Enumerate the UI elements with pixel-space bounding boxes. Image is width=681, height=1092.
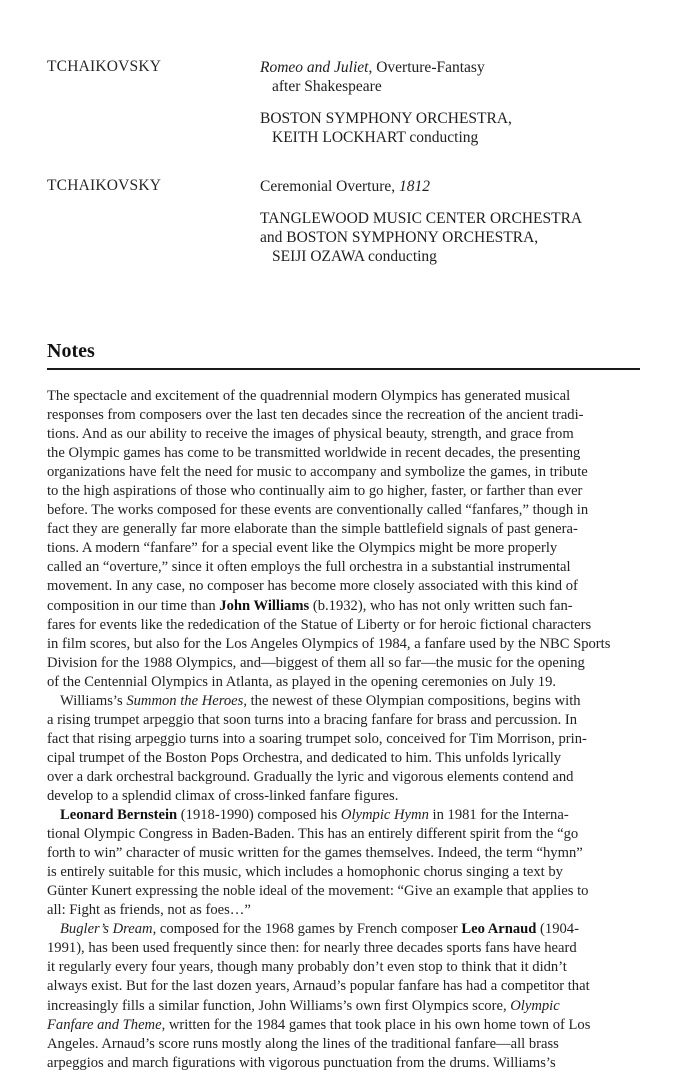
notes-line: of the Centennial Olympics in Atlanta, as played in the opening ceremonies on July 19. bbox=[47, 673, 557, 690]
work-title-plain: Ceremonial Overture, bbox=[260, 178, 400, 195]
notes-line bbox=[47, 920, 642, 939]
notes-line: fares for events like the rededication of the Statue of Liberty or for heroic fictional characters bbox=[47, 616, 592, 633]
notes-line: a rising trumpet arpeggio that soon turns into a bracing fanfare for brass and percussion. In bbox=[47, 711, 578, 728]
composer-name-leo-arnaud: Leo Arnaud bbox=[461, 921, 537, 938]
notes-line: arpeggios and march figurations with vigorous punctuation from the drums. Williams’s bbox=[47, 1054, 556, 1071]
work-title-italic: Romeo and Juliet bbox=[260, 59, 369, 76]
text-run: (1904- bbox=[536, 921, 579, 938]
performer-conductor: KEITH LOCKHART conducting bbox=[272, 129, 479, 146]
text-run: Williams’s bbox=[60, 692, 127, 709]
composer-name: TCHAIKOVSKY bbox=[47, 177, 162, 194]
text-run: , written for the 1984 games that took place in his own home town of Los bbox=[161, 1016, 591, 1033]
notes-body bbox=[47, 387, 642, 1073]
notes-line: called an “overture,” since it often employs the full orchestra in a substantial instrumental bbox=[47, 559, 571, 576]
work-details bbox=[260, 177, 660, 266]
notes-line bbox=[47, 806, 642, 825]
notes-line: Angeles. Arnaud’s score runs mostly along the lines of the traditional fanfare—all brass bbox=[47, 1035, 559, 1052]
work-details bbox=[260, 58, 660, 147]
text-run: (1918-1990) composed his bbox=[177, 807, 341, 824]
work-title-summon-heroes: Summon the Heroes bbox=[126, 692, 244, 709]
notes-line: Division for the 1988 Olympics, and—biggest of them all so far—the music for the opening bbox=[47, 654, 585, 671]
notes-line: fact they are generally far more elaborate than the simple battlefield signals of past genera- bbox=[47, 521, 578, 538]
composer-name-bernstein: Leonard Bernstein bbox=[60, 807, 178, 824]
work-title-rest: , Overture-Fantasy bbox=[368, 59, 485, 76]
notes-line: forth to win” character of music written for the games themselves. Indeed, the term “hymn” bbox=[47, 845, 583, 862]
work-title bbox=[260, 58, 660, 77]
heading-rule-divider bbox=[47, 368, 640, 370]
notes-line: tional Olympic Congress in Baden-Baden. This has an entirely different spirit from the “go bbox=[47, 826, 579, 843]
notes-line bbox=[47, 1016, 642, 1035]
composer-name: TCHAIKOVSKY bbox=[47, 58, 162, 75]
notes-line: Günter Kunert expressing the noble ideal of the movement: “Give an example that applies to bbox=[47, 883, 589, 900]
work-title-italic: 1812 bbox=[399, 178, 431, 195]
work-title bbox=[260, 177, 660, 196]
work-title-olympic-fanfare-part2: Fanfare and Theme bbox=[47, 1016, 162, 1033]
notes-line: it regularly every four years, though many probably don’t even stop to think that it didn’t bbox=[47, 959, 567, 976]
notes-line: organizations have felt the need for music to accompany and symbolize the games, in tribute bbox=[47, 464, 588, 481]
text-run: (b.1932), who has not only written such fan- bbox=[309, 597, 573, 614]
notes-line: to the high aspirations of those who continually aim to go higher, faster, or farther than ever bbox=[47, 483, 583, 500]
performer-orchestra: BOSTON SYMPHONY ORCHESTRA, bbox=[260, 110, 512, 127]
notes-line: 1991), has been used frequently since then: for nearly three decades sports fans have heard bbox=[47, 940, 577, 957]
notes-line bbox=[47, 692, 642, 711]
work-subtitle: after Shakespeare bbox=[272, 78, 382, 95]
notes-line: the Olympic games has come to be transmitted worldwide in recent decades, the presenting bbox=[47, 445, 581, 462]
performer-orchestra: TANGLEWOOD MUSIC CENTER ORCHESTRA bbox=[260, 210, 583, 227]
text-run: , composed for the 1968 games by French composer bbox=[152, 921, 462, 938]
notes-line: movement. In any case, no composer has become more closely associated with this kind of bbox=[47, 578, 578, 595]
composer-name-john-williams: John Williams bbox=[219, 597, 310, 614]
notes-line bbox=[47, 597, 642, 616]
performer-orchestra-2: and BOSTON SYMPHONY ORCHESTRA, bbox=[260, 229, 539, 246]
notes-line: always exist. But for the last dozen years, Arnaud’s popular fanfare has had a competitor that bbox=[47, 978, 590, 995]
notes-line: is entirely suitable for this music, which includes a homophonic chorus singing a text by bbox=[47, 864, 563, 881]
performer-conductor: SEIJI OZAWA conducting bbox=[272, 248, 437, 265]
text-run: in 1981 for the Interna- bbox=[428, 807, 569, 824]
notes-line: before. The works composed for these events are conventionally called “fanfares,” though in bbox=[47, 502, 589, 519]
notes-line: over a dark orchestral background. Gradually the lyric and vigorous elements contend and bbox=[47, 768, 574, 785]
work-title-buglers-dream: Bugler’s Dream bbox=[60, 921, 153, 938]
notes-line: develop to a splendid climax of cross-linked fanfare figures. bbox=[47, 787, 399, 804]
notes-line: cipal trumpet of the Boston Pops Orchestra, and dedicated to him. This unfolds lyrically bbox=[47, 749, 562, 766]
notes-line bbox=[47, 997, 642, 1016]
text-run: , the newest of these Olympian compositions, begins with bbox=[243, 692, 581, 709]
work-title-olympic-hymn: Olympic Hymn bbox=[340, 807, 429, 824]
notes-line: tions. A modern “fanfare” for a special event like the Olympics might be more properly bbox=[47, 540, 558, 557]
notes-line: fact that rising arpeggio turns into a soaring trumpet solo, conceived for Tim Morrison, prin- bbox=[47, 730, 587, 747]
work-title-olympic-fanfare-part1: Olympic bbox=[510, 997, 560, 1014]
notes-line: tions. And as our ability to receive the images of physical beauty, strength, and grace from bbox=[47, 426, 574, 443]
notes-line: The spectacle and excitement of the quadrennial modern Olympics has generated musical bbox=[47, 388, 571, 404]
notes-line: in film scores, but also for the Los Angeles Olympics of 1984, a fanfare used by the NBC Sports bbox=[47, 635, 611, 652]
text-run: composition in our time than bbox=[47, 597, 220, 614]
notes-heading: Notes bbox=[47, 340, 95, 362]
notes-line: all: Fight as friends, not as foes…” bbox=[47, 902, 251, 919]
text-run: increasingly fills a similar function, John Williams’s own first Olympics score, bbox=[47, 997, 511, 1014]
notes-line: responses from composers over the last ten decades since the recreation of the ancient tradi- bbox=[47, 407, 584, 424]
